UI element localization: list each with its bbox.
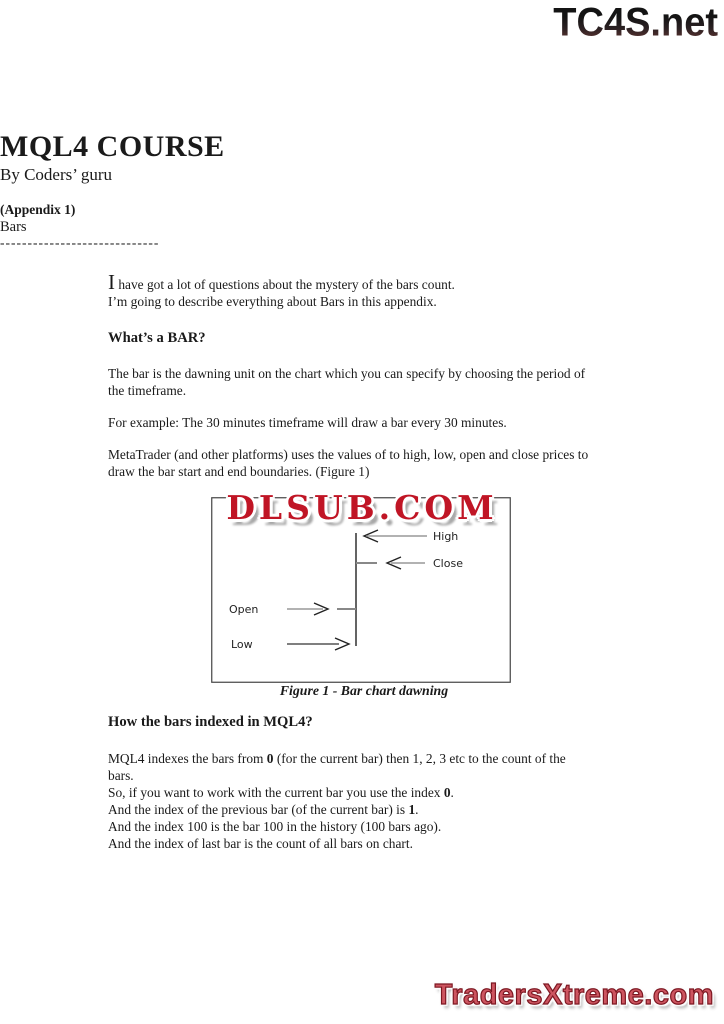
figure-label-open: Open bbox=[229, 603, 259, 616]
subtitle: Bars bbox=[0, 219, 27, 235]
paragraph-line: For example: The 30 minutes timeframe will draw a bar every 30 minutes. bbox=[108, 415, 507, 430]
dropcap-i: I bbox=[108, 270, 115, 294]
paragraph-metatrader bbox=[108, 446, 588, 480]
paragraph-example bbox=[108, 414, 507, 431]
figure-caption: Figure 1 - Bar chart dawning bbox=[279, 683, 449, 698]
intro-paragraph bbox=[108, 270, 455, 310]
intro-line-1: I have got a lot of questions about the mystery of the bars count. bbox=[108, 270, 455, 294]
paragraph-line: The bar is the dawning unit on the chart which you can specify by choosing the period of bbox=[108, 366, 586, 381]
figure-label-high: High bbox=[433, 530, 459, 543]
divider-dashes: ----------------------------- bbox=[0, 235, 160, 250]
paragraph-line: MetaTrader (and other platforms) uses the values of to high, low, open and close prices to bbox=[108, 447, 589, 462]
figure-label-close: Close bbox=[433, 557, 463, 570]
bold-one: 1 bbox=[408, 802, 416, 817]
indexing-line-4: And the index of the previous bar (of the current bar) is 1. bbox=[108, 802, 419, 817]
dlsub-watermark: DLSUB.COM bbox=[226, 488, 498, 527]
indexing-line-2: bars. bbox=[108, 768, 134, 783]
figure-label-low: Low bbox=[231, 638, 253, 651]
bold-zero: 0 bbox=[443, 785, 451, 800]
tradersxtreme-logo: TradersXtreme.com bbox=[434, 979, 714, 1011]
indexing-line-1: MQL4 indexes the bars from 0 (for the current bar) then 1, 2, 3 etc to the count of the bbox=[108, 751, 566, 766]
byline: By Coders’ guru bbox=[0, 165, 113, 184]
indexing-line-5: And the index 100 is the bar 100 in the history (100 bars ago). bbox=[108, 819, 442, 834]
section-heading-indexing: How the bars indexed in MQL4? bbox=[108, 714, 313, 730]
intro-line-2: I’m going to describe everything about Bars in this appendix. bbox=[108, 294, 437, 309]
paragraph-indexing bbox=[108, 750, 566, 852]
section-heading-whats-a-bar: What’s a BAR? bbox=[108, 330, 206, 346]
paragraph-line: draw the bar start and end boundaries. (Figure 1) bbox=[108, 464, 370, 479]
appendix-label: (Appendix 1) bbox=[0, 202, 76, 217]
tc4s-logo: TC4S.net bbox=[553, 0, 718, 46]
paragraph-line: the timeframe. bbox=[108, 383, 187, 398]
indexing-line-3: So, if you want to work with the current bar you use the index 0. bbox=[108, 785, 454, 800]
bold-zero: 0 bbox=[266, 751, 274, 766]
paragraph-bar-definition bbox=[108, 365, 585, 399]
page-title: MQL4 COURSE bbox=[0, 130, 225, 163]
indexing-line-6: And the index of last bar is the count of all bars on chart. bbox=[108, 836, 413, 851]
